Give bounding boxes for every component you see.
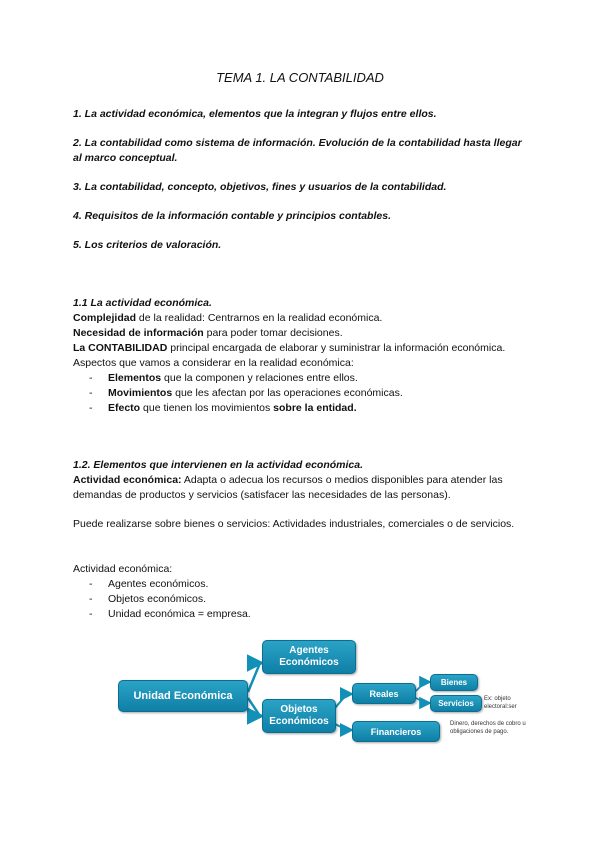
necesidad-term: Necesidad de información — [73, 327, 204, 339]
unidad-economica-box: Unidad Económica — [118, 680, 248, 712]
complejidad-line — [73, 311, 533, 326]
efecto-term: Efecto — [108, 402, 141, 414]
list-item: - Agentes económicos. — [73, 577, 533, 592]
section-1-2-heading: 1.2. Elementos que intervienen en la actividad económica. — [73, 459, 364, 471]
page-title: TEMA 1. LA CONTABILIDAD — [216, 70, 384, 85]
complejidad-text: de la realidad: Centrarnos en la realidad económica. — [136, 312, 383, 324]
arrow-servicios — [416, 698, 430, 703]
aspectos-intro: Aspectos que vamos a considerar en la realidad económica: — [73, 357, 354, 369]
complejidad-term: Complejidad — [73, 312, 137, 324]
elementos-text: que la componen y relaciones entre ellos. — [161, 372, 358, 384]
arrow-agentes — [248, 663, 262, 692]
objetos-economicos-box: Objetos Económicos — [262, 699, 336, 733]
agentes-economicos-box: Agentes Económicos — [262, 640, 356, 674]
section-1-2 — [73, 458, 533, 503]
arrow-bienes — [416, 682, 430, 691]
actividad-list-block — [73, 562, 533, 622]
contabilidad-term: La CONTABILIDAD — [73, 342, 168, 354]
economic-unit-diagram — [110, 636, 540, 756]
section-1-1 — [73, 296, 533, 416]
movimientos-text: que les afectan por las operaciones económicas. — [172, 387, 403, 399]
financieros-box: Financieros — [352, 721, 440, 742]
elementos-term: Elementos — [108, 372, 162, 384]
list-item — [73, 386, 533, 401]
aspectos-list — [73, 371, 533, 416]
arrow-objetos — [248, 698, 262, 716]
list-item: - Objetos económicos. — [73, 592, 533, 607]
contabilidad-line — [73, 341, 533, 356]
list-item — [73, 401, 533, 416]
toc-item-5: 5. Los criterios de valoración. — [73, 239, 222, 251]
servicios-note: Ex: objeto electoral:ser — [484, 696, 517, 710]
necesidad-line — [73, 326, 533, 341]
necesidad-text: para poder tomar decisiones. — [203, 327, 343, 339]
reales-box: Reales — [352, 683, 416, 704]
servicios-box: Servicios — [430, 695, 482, 712]
puede-paragraph — [73, 517, 533, 532]
actividad-economica-text: Adapta o adecua los recursos o medios disponibles para atender las demandas de productos y servicios (satisfacer las necesidades de las personas). — [73, 474, 503, 501]
arrow-reales — [335, 694, 352, 708]
efecto-tail: sobre la entidad. — [273, 402, 357, 414]
toc-item-1: 1. La actividad económica, elementos que la integran y flujos entre ellos. — [73, 108, 437, 120]
toc-item-3: 3. La contabilidad, concepto, objetivos, fines y usuarios de la contabilidad. — [73, 181, 447, 193]
list-item: - Unidad económica = empresa. — [73, 607, 533, 622]
arrow-financieros — [335, 724, 352, 730]
actividad-list-intro: Actividad económica: — [73, 563, 173, 575]
bienes-box: Bienes — [430, 674, 478, 691]
actividad-economica-definition — [73, 473, 533, 503]
contabilidad-text: principal encargada de elaborar y suministrar la información económica. — [167, 342, 506, 354]
movimientos-term: Movimientos — [108, 387, 173, 399]
section-1-1-heading: 1.1 La actividad económica. — [73, 297, 212, 309]
actividad-list — [73, 577, 533, 622]
toc-item-4: 4. Requisitos de la información contable y principios contables. — [73, 210, 391, 222]
financieros-note: Dinero, derechos de cobro u obligaciones de pago. — [450, 721, 526, 735]
efecto-text: que tienen los movimientos — [140, 402, 274, 414]
list-item — [73, 371, 533, 386]
actividad-economica-term: Actividad económica: — [73, 474, 182, 486]
puede-text: Puede realizarse sobre bienes o servicios: Actividades industriales, comerciales o de servicios. — [73, 518, 515, 530]
toc-item-2: 2. La contabilidad como sistema de información. Evolución de la contabilidad hasta llegar al marco conceptual. — [73, 137, 522, 164]
